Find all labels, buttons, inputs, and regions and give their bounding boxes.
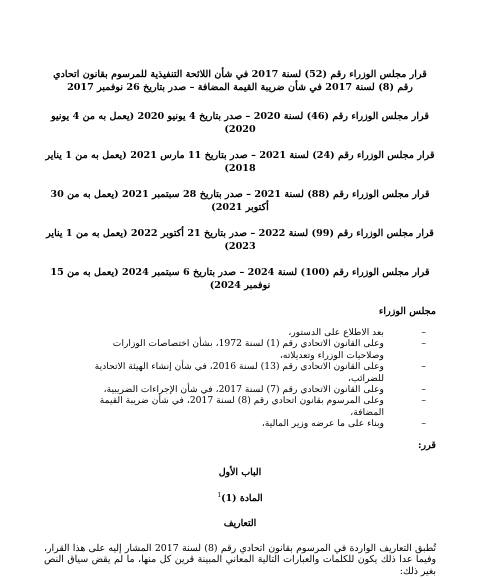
amendment-title: قرار مجلس الوزراء رقم (46) لسنة 2020 – صدر بتاريخ 4 يونيو 2020 (يعمل به من 4 يونيو 2020) (51, 111, 429, 135)
preamble-list (44, 327, 436, 430)
footnote-mark[interactable]: 1 (217, 491, 222, 499)
council-heading: مجلس الوزراء (378, 306, 436, 317)
amendment-title: قرار مجلس الوزراء رقم (24) لسنة 2021 – صدر بتاريخ 11 مارس 2021 (يعمل به من 1 يناير 2018) (45, 150, 435, 174)
amendment-title: قرار مجلس الوزراء رقم (99) لسنة 2022 – صدر بتاريخ 21 أكتوبر 2022 (يعمل به من 1 يناير 2023) (46, 228, 434, 252)
article-heading: المادة (1) (221, 492, 263, 504)
chapter-heading: الباب الأول (218, 466, 262, 478)
document-title: قرار مجلس الوزراء رقم (52) لسنة 2017 في شأن اللائحة التنفيذية للمرسوم بقانون اتحادي رقم (8) لسنة 2017 في شأن ضريبة القيمة المضافة – صدر بتاريخ 26 نوفمبر 2017 (53, 69, 427, 93)
preamble-item: – وعلى القانون الاتحادي رقم (7) لسنة 2017، في شأن الإجراءات الضريبية، (44, 384, 436, 395)
definitions-paragraph: تُطبق التعاريف الواردة في المرسوم بقانون اتحادي رقم (8) لسنة 2017 المشار إليه على هذا القرار، وفيما عدا ذلك يكون للكلمات والعبارات التالية المعاني المبينة قرين كل منها، ما لم يقض سياق النص بغير ذلك: (44, 542, 436, 577)
preamble-item: – وعلى المرسوم بقانون اتحادي رقم (8) لسنة 2017، في شأن ضريبة القيمة المضافة، (44, 395, 436, 418)
definitions-heading: التعاريف (223, 517, 257, 529)
preamble-item: – وعلى القانون الاتحادي رقم (1) لسنة 1972، بشأن اختصاصات الوزارات وصلاحيات الوزراء وتعديلاته، (44, 338, 436, 361)
amendment-title: قرار مجلس الوزراء رقم (88) لسنة 2021 – صدر بتاريخ 28 سبتمبر 2021 (يعمل به من 30 أكتوبر 2021) (50, 189, 430, 213)
preamble-item: – وعلى القانون الاتحادي رقم (13) لسنة 2016، في شأن إنشاء الهيئة الاتحادية للضرائب، (44, 361, 436, 384)
amendment-title: قرار مجلس الوزراء رقم (100) لسنة 2024 – صدر بتاريخ 6 سبتمبر 2024 (يعمل به من 15 نوفمبر 2024) (50, 267, 430, 291)
article-heading-row (44, 492, 436, 504)
preamble-item: – وبناء على ما عرضه وزير المالية، (44, 418, 436, 429)
decided-label: قرر: (417, 439, 436, 451)
preamble-item: – بعد الاطلاع على الدستور، (44, 327, 436, 338)
